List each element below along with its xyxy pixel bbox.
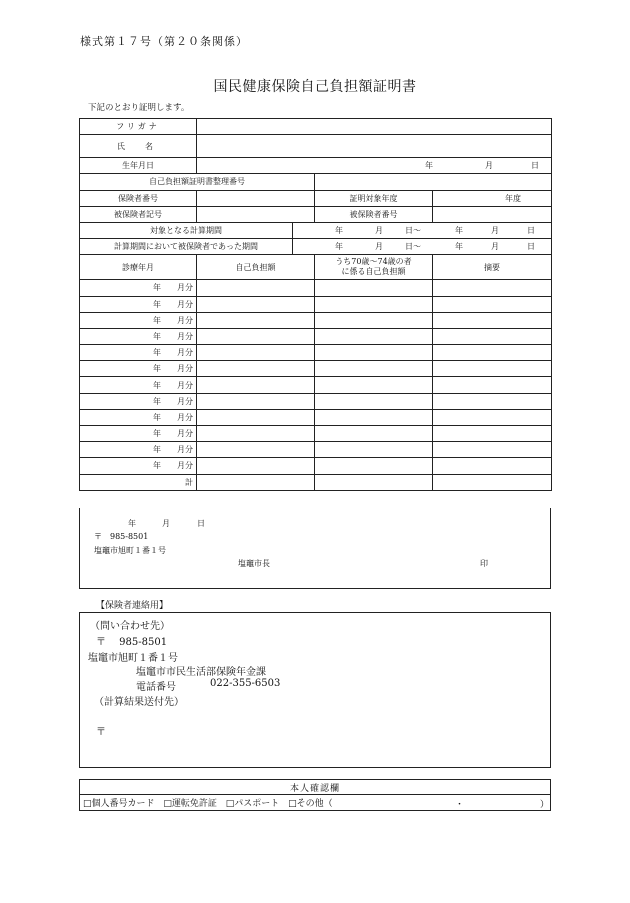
month-summary-cell[interactable] — [433, 426, 552, 442]
birthdate-field[interactable] — [197, 158, 552, 174]
birth-day-unit: 日 — [531, 161, 539, 171]
insured-start-day: 日～ — [405, 242, 421, 252]
calc-period-row — [80, 222, 552, 238]
send-label: （計算結果送付先） — [94, 697, 184, 708]
form-number: 様式第１７号（第２０条関係） — [80, 35, 248, 48]
insured-number-label: 被保険者番号 — [315, 206, 433, 222]
insured-number-field[interactable] — [433, 206, 552, 222]
month-row-label[interactable]: 年 月分 — [80, 312, 197, 328]
calc-period-label: 対象となる計算期間 — [80, 222, 293, 238]
furigana-row — [80, 119, 552, 135]
inquiry-label: （問い合わせ先） — [90, 621, 170, 632]
month-row — [80, 280, 552, 296]
other-close: ） — [540, 800, 550, 810]
month-row-label[interactable]: 年 月分 — [80, 393, 197, 409]
month-70-74-cell[interactable] — [315, 361, 433, 377]
period-start-day: 日～ — [405, 225, 421, 235]
total-summary[interactable] — [433, 474, 552, 490]
birthdate-label: 生年月日 — [80, 158, 197, 174]
identity-options — [80, 795, 551, 811]
month-row — [80, 426, 552, 442]
col-summary-header: 摘要 — [433, 255, 552, 280]
birth-month-unit: 月 — [485, 161, 493, 171]
send-postal-mark: 〒 — [96, 727, 106, 738]
contact-department: 塩竈市市民生活部保険年金課 — [136, 667, 266, 678]
month-row-label[interactable]: 年 月分 — [80, 296, 197, 312]
name-row — [80, 135, 552, 158]
month-70-74-cell[interactable] — [315, 312, 433, 328]
issuer-seal: 印 — [480, 559, 488, 568]
month-summary-cell[interactable] — [433, 312, 552, 328]
month-70-74-cell[interactable] — [315, 409, 433, 425]
col-treatment-header: 診療年月 — [80, 255, 197, 280]
month-row-label[interactable]: 年 月分 — [80, 345, 197, 361]
cert-number-field[interactable] — [315, 174, 552, 190]
month-summary-cell[interactable] — [433, 361, 552, 377]
insured-period-row — [80, 239, 552, 255]
month-self-pay-cell[interactable] — [197, 377, 315, 393]
month-summary-cell[interactable] — [433, 296, 552, 312]
contact-postal: 〒 985-8501 — [96, 637, 168, 648]
option-my-number-card[interactable]: □個人番号カード — [83, 799, 155, 809]
month-summary-cell[interactable] — [433, 328, 552, 344]
fiscal-year-unit: 年度 — [505, 193, 521, 203]
month-row — [80, 345, 552, 361]
column-header-row — [80, 255, 552, 280]
month-self-pay-cell[interactable] — [197, 442, 315, 458]
issue-year-unit: 年 — [128, 519, 136, 528]
month-self-pay-cell[interactable] — [197, 426, 315, 442]
insurer-contact-box — [79, 612, 551, 768]
contact-phone-value: 022-355-6503 — [210, 678, 281, 689]
month-self-pay-cell[interactable] — [197, 458, 315, 474]
month-row-label[interactable]: 年 月分 — [80, 280, 197, 296]
insurer-number-row — [80, 190, 552, 206]
month-70-74-cell[interactable] — [315, 296, 433, 312]
insured-start-month: 月 — [375, 242, 383, 252]
target-year-field[interactable] — [433, 190, 552, 206]
issuer-address: 塩竈市旭町１番１号 — [94, 546, 166, 555]
period-start-year: 年 — [335, 225, 343, 235]
month-self-pay-cell[interactable] — [197, 328, 315, 344]
insured-start-year: 年 — [335, 242, 343, 252]
contact-address: 塩竈市旭町１番１号 — [88, 653, 178, 664]
month-70-74-cell[interactable] — [315, 393, 433, 409]
issuer-mayor: 塩竈市長 — [238, 559, 270, 568]
intro-text: 下記のとおり証明します。 — [88, 103, 190, 113]
month-summary-cell[interactable] — [433, 442, 552, 458]
month-self-pay-cell[interactable] — [197, 280, 315, 296]
cert-number-row — [80, 174, 552, 190]
month-70-74-cell[interactable] — [315, 328, 433, 344]
month-row — [80, 393, 552, 409]
month-row-label[interactable]: 年 月分 — [80, 377, 197, 393]
insured-end-year: 年 — [455, 242, 463, 252]
month-self-pay-cell[interactable] — [197, 296, 315, 312]
month-row-label[interactable]: 年 月分 — [80, 328, 197, 344]
period-start-month: 月 — [375, 225, 383, 235]
identity-heading: 本人確認欄 — [80, 780, 551, 795]
month-rows — [80, 280, 552, 474]
month-row — [80, 312, 552, 328]
month-70-74-cell[interactable] — [315, 442, 433, 458]
insured-period-label: 計算期間において被保険者であった期間 — [80, 239, 293, 255]
period-end-day: 日 — [527, 225, 535, 235]
total-row — [80, 474, 552, 490]
contact-phone-label: 電話番号 — [136, 682, 176, 693]
month-70-74-cell[interactable] — [315, 345, 433, 361]
identity-check-table — [79, 779, 551, 811]
insured-symbol-row — [80, 206, 552, 222]
name-label: 氏 名 — [80, 135, 197, 158]
month-70-74-cell[interactable] — [315, 377, 433, 393]
month-row — [80, 458, 552, 474]
month-row — [80, 409, 552, 425]
month-self-pay-cell[interactable] — [197, 361, 315, 377]
month-row — [80, 296, 552, 312]
name-field[interactable] — [197, 135, 552, 158]
month-row-label[interactable]: 年 月分 — [80, 458, 197, 474]
month-summary-cell[interactable] — [433, 393, 552, 409]
period-end-month: 月 — [491, 225, 499, 235]
month-row — [80, 442, 552, 458]
month-self-pay-cell[interactable] — [197, 409, 315, 425]
calc-period-field[interactable] — [293, 222, 552, 238]
issue-day-unit: 日 — [197, 519, 205, 528]
issuer-postal: 〒 985-8501 — [94, 532, 149, 541]
issuer-section — [79, 508, 551, 589]
insured-symbol-label: 被保険者記号 — [80, 206, 197, 222]
month-self-pay-cell[interactable] — [197, 312, 315, 328]
month-summary-cell[interactable] — [433, 458, 552, 474]
insured-period-field[interactable] — [293, 239, 552, 255]
col-70-74-line2: に係る自己負担額 — [341, 267, 406, 277]
month-self-pay-cell[interactable] — [197, 345, 315, 361]
month-row — [80, 328, 552, 344]
month-self-pay-cell[interactable] — [197, 393, 315, 409]
month-summary-cell[interactable] — [433, 345, 552, 361]
col-self-pay-header: 自己負担額 — [197, 255, 315, 280]
insured-end-day: 日 — [527, 242, 535, 252]
month-row-label[interactable]: 年 月分 — [80, 409, 197, 425]
total-self-pay[interactable] — [197, 474, 315, 490]
cert-number-label: 自己負担額証明書整理番号 — [80, 174, 315, 190]
other-dot: ・ — [455, 800, 465, 810]
month-row-label[interactable]: 年 月分 — [80, 426, 197, 442]
birth-year-unit: 年 — [425, 161, 433, 171]
target-year-label: 証明対象年度 — [315, 190, 433, 206]
month-summary-cell[interactable] — [433, 377, 552, 393]
total-label: 計 — [80, 474, 197, 490]
month-summary-cell[interactable] — [433, 409, 552, 425]
month-row — [80, 377, 552, 393]
month-70-74-cell[interactable] — [315, 458, 433, 474]
month-row-label[interactable]: 年 月分 — [80, 442, 197, 458]
total-70-74[interactable] — [315, 474, 433, 490]
option-passport[interactable]: □パスポート — [225, 799, 280, 809]
col-70-74-header — [315, 255, 433, 280]
col-70-74-line1: うち70歳～74歳の者 — [335, 257, 412, 267]
month-70-74-cell[interactable] — [315, 280, 433, 296]
page-title: 国民健康保険自己負担額証明書 — [213, 79, 417, 95]
certificate-table — [79, 118, 552, 491]
month-summary-cell[interactable] — [433, 280, 552, 296]
insurer-number-field[interactable] — [197, 190, 315, 206]
issue-month-unit: 月 — [162, 519, 170, 528]
month-row — [80, 361, 552, 377]
birthdate-row — [80, 158, 552, 174]
insurer-number-label: 保険者番号 — [80, 190, 197, 206]
insurer-contact-heading: 【保険者連絡用】 — [96, 601, 169, 611]
period-end-year: 年 — [455, 225, 463, 235]
month-70-74-cell[interactable] — [315, 426, 433, 442]
furigana-field[interactable] — [197, 119, 552, 135]
insured-end-month: 月 — [491, 242, 499, 252]
month-row-label[interactable]: 年 月分 — [80, 361, 197, 377]
option-other[interactable]: □その他（ — [288, 799, 333, 809]
insured-symbol-field[interactable] — [197, 206, 315, 222]
furigana-label: フリガナ — [80, 119, 197, 135]
option-drivers-license[interactable]: □運転免許証 — [163, 799, 217, 809]
